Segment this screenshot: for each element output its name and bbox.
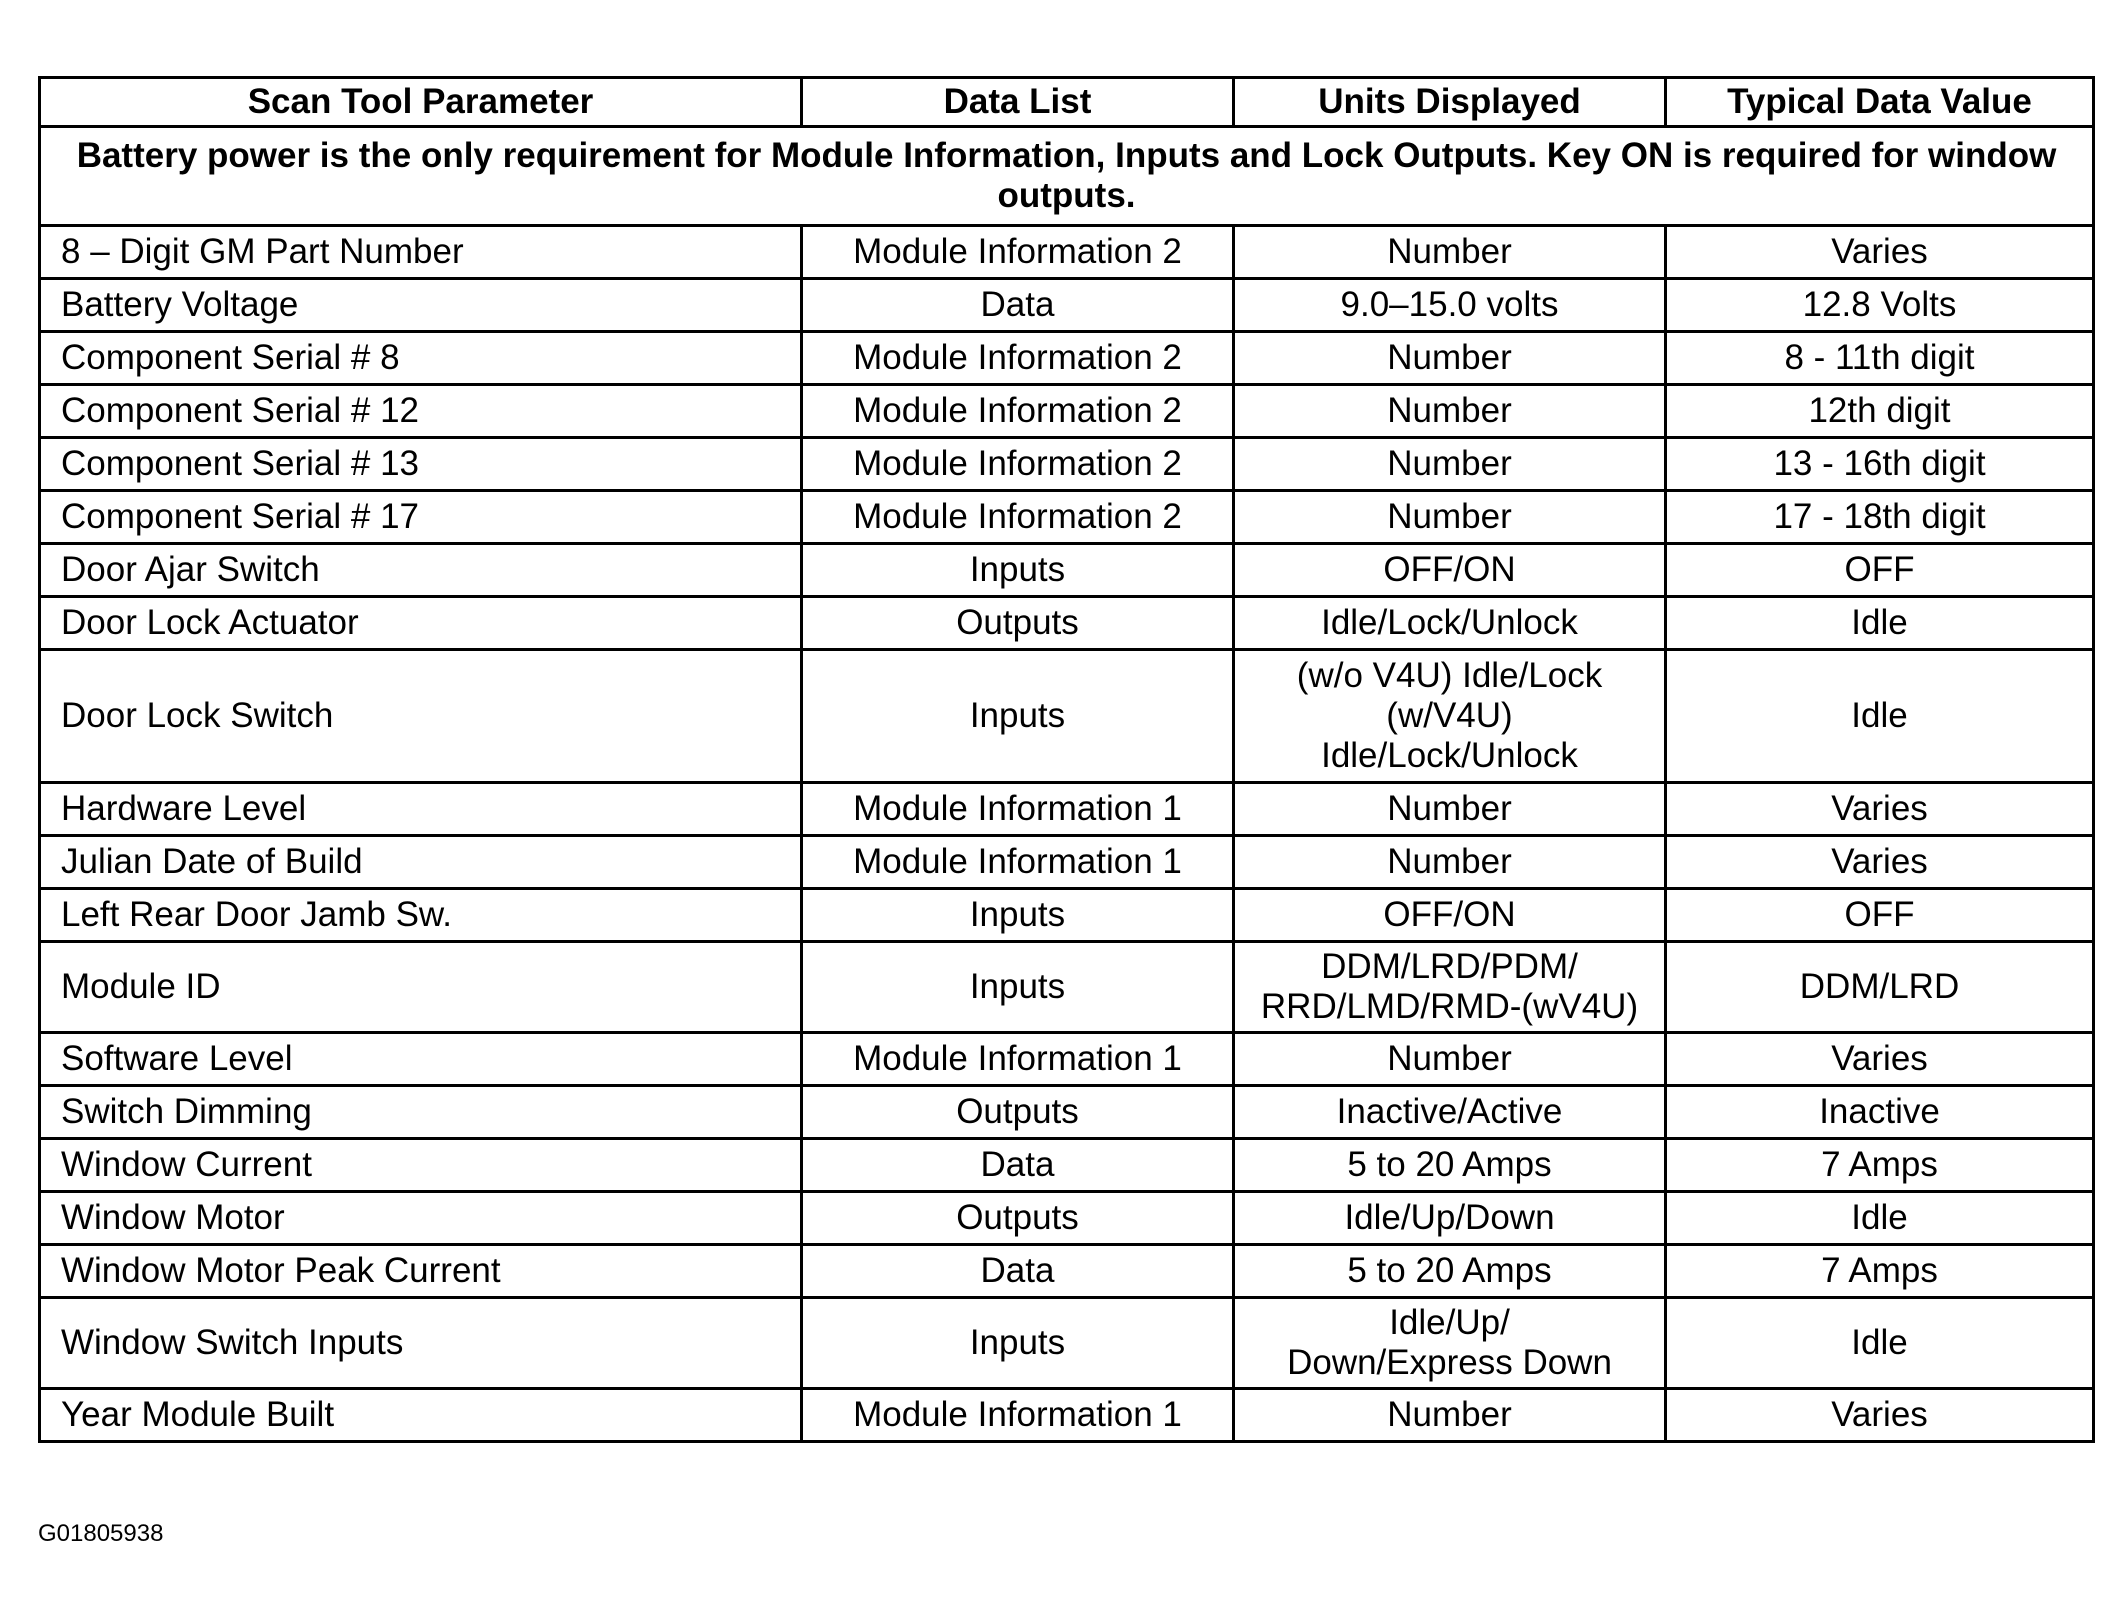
cell-typical: 17 - 18th digit xyxy=(1666,491,2094,544)
cell-data-list: Data xyxy=(802,1139,1234,1192)
table-row xyxy=(40,889,2094,942)
cell-data-list: Inputs xyxy=(802,889,1234,942)
cell-data-list: Module Information 2 xyxy=(802,491,1234,544)
figure-id: G01805938 xyxy=(38,1520,164,1547)
cell-data-list: Inputs xyxy=(802,544,1234,597)
cell-typical: 13 - 16th digit xyxy=(1666,438,2094,491)
cell-typical: 12.8 Volts xyxy=(1666,279,2094,332)
table-row xyxy=(40,1139,2094,1192)
table-row xyxy=(40,1086,2094,1139)
cell-typical: Varies xyxy=(1666,783,2094,836)
cell-parameter: Door Lock Switch xyxy=(40,650,802,783)
cell-data-list: Module Information 1 xyxy=(802,836,1234,889)
cell-units: Inactive/Active xyxy=(1234,1086,1666,1139)
header-typical-data-value: Typical Data Value xyxy=(1666,78,2094,127)
cell-units: Number xyxy=(1234,226,1666,279)
cell-units: 9.0–15.0 volts xyxy=(1234,279,1666,332)
cell-parameter: Module ID xyxy=(40,942,802,1033)
header-row xyxy=(40,78,2094,127)
cell-parameter: Left Rear Door Jamb Sw. xyxy=(40,889,802,942)
cell-parameter: 8 – Digit GM Part Number xyxy=(40,226,802,279)
cell-data-list: Inputs xyxy=(802,650,1234,783)
cell-units: OFF/ON xyxy=(1234,889,1666,942)
cell-units: DDM/LRD/PDM/ RRD/LMD/RMD-(wV4U) xyxy=(1234,942,1666,1033)
table-row xyxy=(40,1192,2094,1245)
cell-data-list: Data xyxy=(802,279,1234,332)
cell-units: Idle/Lock/Unlock xyxy=(1234,597,1666,650)
cell-parameter: Component Serial # 17 xyxy=(40,491,802,544)
cell-typical: OFF xyxy=(1666,544,2094,597)
cell-units: Number xyxy=(1234,385,1666,438)
table-row xyxy=(40,544,2094,597)
cell-typical: 12th digit xyxy=(1666,385,2094,438)
cell-data-list: Module Information 2 xyxy=(802,332,1234,385)
cell-data-list: Module Information 1 xyxy=(802,783,1234,836)
table-row xyxy=(40,650,2094,783)
cell-typical: 8 - 11th digit xyxy=(1666,332,2094,385)
cell-units: 5 to 20 Amps xyxy=(1234,1245,1666,1298)
cell-parameter: Julian Date of Build xyxy=(40,836,802,889)
note-row xyxy=(40,127,2094,226)
table-row xyxy=(40,279,2094,332)
table-row xyxy=(40,783,2094,836)
cell-data-list: Data xyxy=(802,1245,1234,1298)
cell-parameter: Window Switch Inputs xyxy=(40,1298,802,1389)
cell-parameter: Component Serial # 8 xyxy=(40,332,802,385)
cell-data-list: Outputs xyxy=(802,1086,1234,1139)
table-row xyxy=(40,1389,2094,1442)
cell-parameter: Software Level xyxy=(40,1033,802,1086)
table-row xyxy=(40,836,2094,889)
cell-parameter: Year Module Built xyxy=(40,1389,802,1442)
cell-units: 5 to 20 Amps xyxy=(1234,1139,1666,1192)
requirement-note: Battery power is the only requirement for Module Information, Inputs and Lock Outputs. Key ON is required for window outputs. xyxy=(40,127,2094,226)
cell-units: Number xyxy=(1234,1033,1666,1086)
cell-parameter: Door Lock Actuator xyxy=(40,597,802,650)
header-scan-tool-parameter: Scan Tool Parameter xyxy=(40,78,802,127)
cell-data-list: Outputs xyxy=(802,597,1234,650)
cell-parameter: Hardware Level xyxy=(40,783,802,836)
cell-parameter: Component Serial # 12 xyxy=(40,385,802,438)
cell-parameter: Window Motor xyxy=(40,1192,802,1245)
cell-units: (w/o V4U) Idle/Lock (w/V4U) Idle/Lock/Unlock xyxy=(1234,650,1666,783)
cell-parameter: Window Current xyxy=(40,1139,802,1192)
cell-data-list: Module Information 2 xyxy=(802,226,1234,279)
scan-tool-data-table xyxy=(38,76,2095,1443)
cell-typical: Varies xyxy=(1666,1389,2094,1442)
cell-typical: Idle xyxy=(1666,650,2094,783)
cell-units: Number xyxy=(1234,836,1666,889)
table-row xyxy=(40,1033,2094,1086)
table-row xyxy=(40,1245,2094,1298)
table-row xyxy=(40,942,2094,1033)
cell-units: Number xyxy=(1234,1389,1666,1442)
table-row xyxy=(40,332,2094,385)
cell-data-list: Module Information 1 xyxy=(802,1033,1234,1086)
cell-data-list: Outputs xyxy=(802,1192,1234,1245)
cell-units: Number xyxy=(1234,491,1666,544)
cell-units: Number xyxy=(1234,783,1666,836)
cell-typical: Idle xyxy=(1666,597,2094,650)
header-data-list: Data List xyxy=(802,78,1234,127)
table-row xyxy=(40,438,2094,491)
cell-typical: Varies xyxy=(1666,836,2094,889)
cell-typical: Idle xyxy=(1666,1192,2094,1245)
table-row xyxy=(40,597,2094,650)
table-row xyxy=(40,1298,2094,1389)
cell-typical: 7 Amps xyxy=(1666,1245,2094,1298)
cell-data-list: Module Information 1 xyxy=(802,1389,1234,1442)
table-row xyxy=(40,226,2094,279)
cell-typical: 7 Amps xyxy=(1666,1139,2094,1192)
cell-units: Idle/Up/ Down/Express Down xyxy=(1234,1298,1666,1389)
cell-units: Number xyxy=(1234,438,1666,491)
cell-typical: Varies xyxy=(1666,1033,2094,1086)
table-row xyxy=(40,385,2094,438)
header-units-displayed: Units Displayed xyxy=(1234,78,1666,127)
cell-typical: Idle xyxy=(1666,1298,2094,1389)
cell-data-list: Module Information 2 xyxy=(802,385,1234,438)
table-row xyxy=(40,491,2094,544)
cell-units: Number xyxy=(1234,332,1666,385)
cell-parameter: Window Motor Peak Current xyxy=(40,1245,802,1298)
cell-parameter: Battery Voltage xyxy=(40,279,802,332)
cell-data-list: Module Information 2 xyxy=(802,438,1234,491)
cell-parameter: Door Ajar Switch xyxy=(40,544,802,597)
cell-typical: Inactive xyxy=(1666,1086,2094,1139)
cell-typical: DDM/LRD xyxy=(1666,942,2094,1033)
cell-parameter: Switch Dimming xyxy=(40,1086,802,1139)
cell-parameter: Component Serial # 13 xyxy=(40,438,802,491)
cell-data-list: Inputs xyxy=(802,1298,1234,1389)
cell-data-list: Inputs xyxy=(802,942,1234,1033)
cell-typical: Varies xyxy=(1666,226,2094,279)
cell-units: OFF/ON xyxy=(1234,544,1666,597)
cell-typical: OFF xyxy=(1666,889,2094,942)
cell-units: Idle/Up/Down xyxy=(1234,1192,1666,1245)
